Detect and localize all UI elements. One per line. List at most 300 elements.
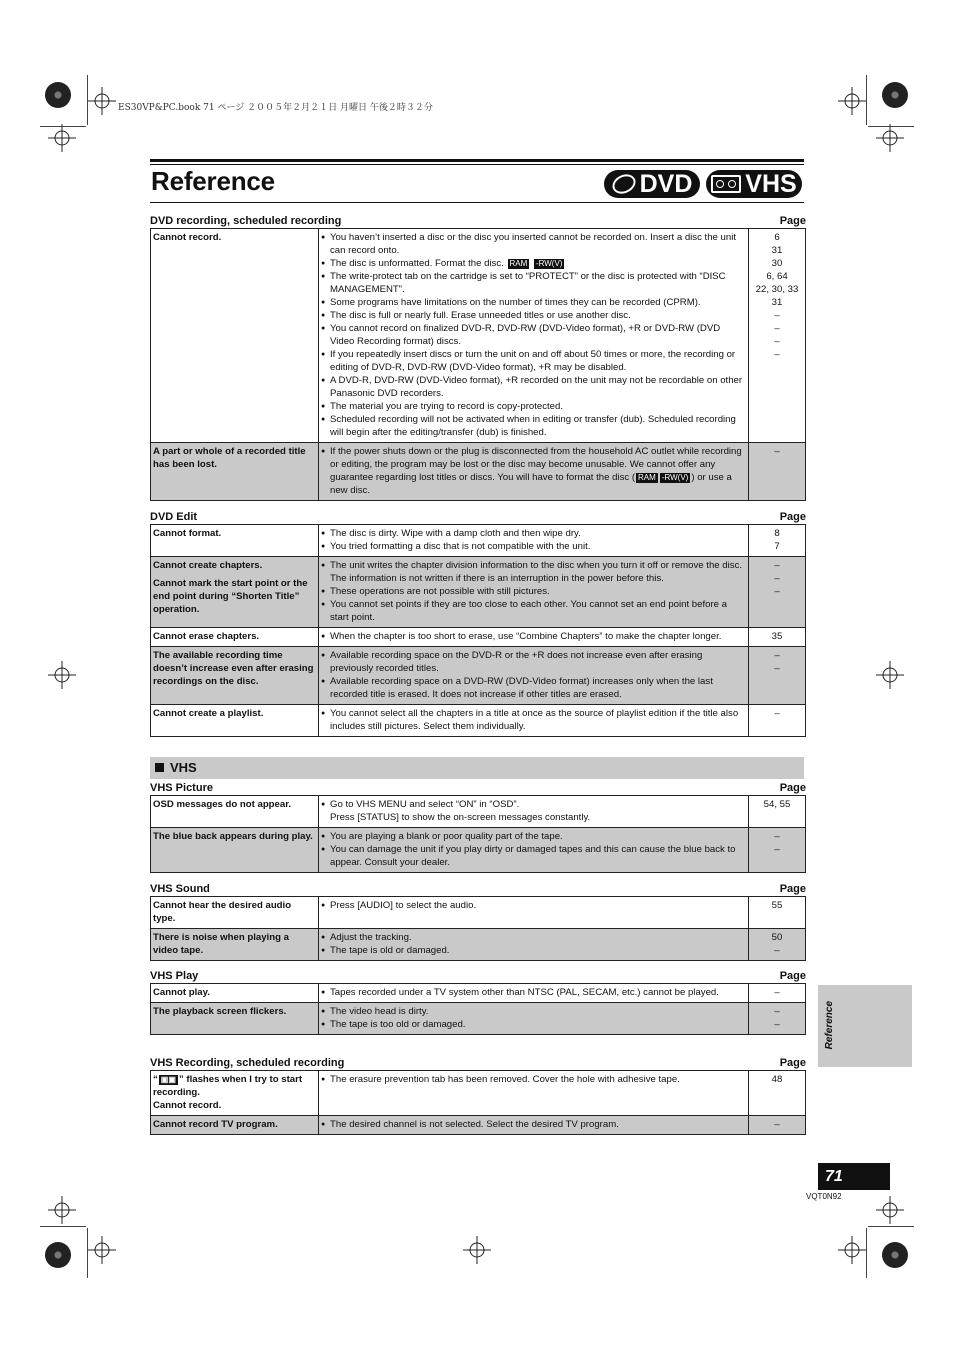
bullet-icon: ● [321, 633, 326, 640]
bullet-icon: ● [321, 351, 326, 358]
problem-cell [151, 796, 319, 828]
solution-text [330, 257, 565, 270]
solution-body: The desired channel is not selected. Select the desired TV program. [330, 1119, 619, 1130]
registration-mark-icon [882, 82, 908, 108]
solution-item [321, 1018, 746, 1031]
problem-text [153, 649, 316, 688]
table-row [151, 1071, 806, 1116]
solution-item [321, 1005, 746, 1018]
page-cell [749, 984, 806, 1003]
page-ref: – [774, 336, 780, 347]
problem-text [153, 231, 316, 244]
solution-item [321, 413, 746, 439]
page-cell [749, 929, 806, 961]
problem-label: Cannot create a playlist. [153, 708, 264, 719]
section-vhs-play [150, 969, 806, 1035]
disc-type-badge: RAM [638, 473, 656, 482]
problem-cell [151, 929, 319, 961]
solution-item [321, 830, 746, 843]
section-title: VHS Recording, scheduled recording [150, 1057, 345, 1069]
section-title: VHS Sound [150, 883, 210, 895]
problem-text [153, 931, 316, 957]
table-row [151, 443, 806, 501]
solution-item [321, 348, 746, 374]
solution-item [321, 598, 746, 624]
problem-cell [151, 647, 319, 705]
solution-text [330, 296, 701, 309]
solution-text [330, 1005, 428, 1018]
bullet-icon: ● [321, 801, 326, 808]
page-ref: – [774, 349, 780, 360]
bullet-icon: ● [321, 652, 326, 659]
page-cell [749, 705, 806, 737]
registration-mark-icon [882, 1242, 908, 1268]
problem-label: Cannot create chapters. [153, 560, 263, 571]
solution-item [321, 540, 746, 553]
solution-item [321, 649, 746, 675]
table-row [151, 1003, 806, 1035]
bullet-icon: ● [321, 601, 326, 608]
troubleshooting-table [150, 795, 806, 873]
solution-text [330, 843, 746, 869]
table-row [151, 628, 806, 647]
solution-text [330, 1018, 465, 1031]
solution-cell [319, 443, 749, 501]
solution-cell [319, 796, 749, 828]
solution-cell [319, 828, 749, 873]
page-ref: – [774, 1006, 780, 1017]
page-ref: – [774, 446, 780, 457]
page-ref: – [774, 560, 780, 571]
disc-icon [609, 171, 638, 197]
section-header [150, 969, 806, 983]
page-ref: – [774, 323, 780, 334]
problem-cell [151, 897, 319, 929]
bullet-icon: ● [321, 299, 326, 306]
page-cell [749, 557, 806, 628]
crosshair-icon [88, 1236, 116, 1264]
problem-label: Cannot record. [153, 232, 222, 243]
solution-text [330, 986, 719, 999]
page-ref: 22, 30, 33 [755, 284, 799, 295]
solution-item [321, 231, 746, 257]
troubleshooting-table [150, 228, 806, 501]
page-ref: 35 [771, 631, 783, 642]
section-header [150, 510, 806, 524]
solution-body: The tape is old or damaged. [330, 945, 450, 956]
page-ref: – [774, 310, 780, 321]
page-column-label: Page [779, 215, 806, 227]
bullet-icon: ● [321, 312, 326, 319]
crosshair-icon [48, 661, 76, 689]
table-row [151, 705, 806, 737]
problem-label: Cannot format. [153, 528, 222, 539]
solution-text [330, 630, 721, 643]
page-title: Reference [151, 166, 275, 196]
solution-text [330, 374, 746, 400]
solution-body: Press [AUDIO] to select the audio. [330, 900, 477, 911]
solution-cell [319, 1116, 749, 1135]
table-row [151, 647, 806, 705]
solution-text [330, 309, 631, 322]
problem-cell [151, 984, 319, 1003]
problem-text [153, 830, 316, 843]
page-cell [749, 525, 806, 557]
bullet-icon: ● [321, 448, 326, 455]
solution-text [330, 348, 746, 374]
page-cell [749, 1071, 806, 1116]
solution-body: Available recording space on a DVD-RW (DVD-Video format) increases only when the last recorded title is erased. It does not increase if other titles are erased. [330, 676, 713, 700]
problem-label: The available recording time doesn’t increase even after erasing recordings on the disc. [153, 650, 314, 687]
tape-icon: ▣▣ [160, 1075, 176, 1084]
solution-body: Scheduled recording will not be activated when in editing or transfer (dub). Scheduled recording will begin after the editing/transfer (dub) is finished. [330, 414, 736, 438]
solution-item [321, 798, 746, 824]
solution-body: A DVD-R, DVD-RW (DVD-Video format), +R recorded on the unit may not be recordable on other Panasonic DVD recorders. [330, 375, 743, 399]
solution-item [321, 585, 746, 598]
square-bullet-icon [155, 763, 164, 772]
solution-item [321, 296, 746, 309]
problem-cell [151, 229, 319, 443]
solution-item [321, 257, 746, 270]
bullet-icon: ● [321, 846, 326, 853]
solution-cell [319, 897, 749, 929]
page-column-label: Page [779, 782, 806, 794]
problem-label: There is noise when playing a video tape. [153, 932, 289, 956]
solution-cell [319, 1071, 749, 1116]
page-ref: – [774, 586, 780, 597]
dvd-badge: DVD [604, 170, 700, 198]
bullet-icon: ● [321, 588, 326, 595]
table-row [151, 796, 806, 828]
solution-item [321, 374, 746, 400]
disc-type-badge: -RW(V) [661, 473, 689, 482]
solution-text [330, 830, 563, 843]
solution-item [321, 322, 746, 348]
bullet-icon: ● [321, 833, 326, 840]
solution-cell [319, 229, 749, 443]
solution-continuation: Press [STATUS] to show the on-screen messages constantly. [330, 812, 591, 823]
bullet-icon: ● [321, 416, 326, 423]
solution-body: You are playing a blank or poor quality part of the tape. [330, 831, 563, 842]
disc-type-badge: -RW(V) [535, 259, 563, 268]
troubleshooting-table [150, 1070, 806, 1135]
bullet-icon: ● [321, 678, 326, 685]
section-title: DVD Edit [150, 511, 198, 523]
bullet-icon: ● [321, 325, 326, 332]
page-ref: 48 [771, 1074, 783, 1085]
solution-text [330, 400, 563, 413]
solution-item [321, 630, 746, 643]
solution-item [321, 675, 746, 701]
bullet-icon: ● [321, 1076, 326, 1083]
problem-label: Cannot hear the desired audio type. [153, 900, 292, 924]
problem-text [153, 445, 316, 471]
page-cell [749, 828, 806, 873]
section-header [150, 882, 806, 896]
table-row [151, 1116, 806, 1135]
solution-cell [319, 525, 749, 557]
problem-label: The playback screen flickers. [153, 1006, 287, 1017]
page-ref: – [774, 945, 780, 956]
problem-label: OSD messages do not appear. [153, 799, 292, 810]
table-row [151, 557, 806, 628]
section-header [150, 214, 806, 228]
solution-text [330, 322, 746, 348]
page-number: 71 [818, 1163, 890, 1190]
solution-text [330, 527, 581, 540]
page-ref: 6, 64 [766, 271, 788, 282]
problem-cell [151, 1071, 319, 1116]
solution-text [330, 899, 476, 912]
page-cell [749, 796, 806, 828]
problem-text [153, 527, 316, 540]
solution-cell [319, 628, 749, 647]
problem-text [153, 798, 316, 811]
problem-label: Cannot erase chapters. [153, 631, 260, 642]
solution-body: You can damage the unit if you play dirty or damaged tapes and this can cause the blue back to appear. Consult your dealer. [330, 844, 736, 868]
bullet-icon: ● [321, 1008, 326, 1015]
solution-item [321, 445, 746, 497]
solution-item [321, 559, 746, 585]
registration-mark-icon [45, 1242, 71, 1268]
solution-text [330, 675, 746, 701]
crosshair-icon [876, 124, 904, 152]
solution-body: The disc is full or nearly full. Erase unneeded titles or use another disc. [330, 310, 631, 321]
solution-item [321, 1073, 746, 1086]
table-row [151, 828, 806, 873]
vhs-badge: VHS [706, 170, 802, 198]
table-row [151, 229, 806, 443]
page-ref: 6 [774, 232, 780, 243]
page-column-label: Page [779, 511, 806, 523]
solution-item [321, 400, 746, 413]
problem-cell [151, 1116, 319, 1135]
solution-body: Tapes recorded under a TV system other than NTSC (PAL, SECAM, etc.) cannot be played. [330, 987, 719, 998]
crosshair-icon [463, 1236, 491, 1264]
solution-text [330, 413, 746, 439]
solution-text [330, 1073, 680, 1086]
solution-item [321, 309, 746, 322]
solution-body: You cannot set points if they are too close to each other. You cannot set an end point before a start point. [330, 599, 728, 623]
problem-cell [151, 705, 319, 737]
bullet-icon: ● [321, 530, 326, 537]
page-ref: – [774, 1119, 780, 1130]
model-code: VQT0N92 [806, 1192, 842, 1201]
problem-text [153, 986, 316, 999]
side-tab [818, 985, 912, 1067]
bullet-icon: ● [321, 1021, 326, 1028]
troubleshooting-table [150, 983, 806, 1035]
section-vhs-picture [150, 781, 806, 873]
page-ref: 8 [774, 528, 780, 539]
tape-icon [711, 175, 741, 193]
table-row [151, 525, 806, 557]
solution-cell [319, 929, 749, 961]
crosshair-icon [876, 1196, 904, 1224]
section-vhs-recording [150, 1056, 806, 1135]
solution-item [321, 944, 746, 957]
vhs-heading: VHS [150, 757, 804, 779]
problem-cell [151, 828, 319, 873]
problem-label: The blue back appears during play. [153, 831, 313, 842]
page-ref: – [774, 1019, 780, 1030]
page-column-label: Page [779, 883, 806, 895]
solution-body: Adjust the tracking. [330, 932, 412, 943]
page-cell [749, 1003, 806, 1035]
solution-item [321, 899, 746, 912]
solution-body: The unit writes the chapter division information to the disc when you turn it off or remove the disc. The information is not written if there is an interruption in the power before this. [330, 560, 743, 584]
section-vhs-sound [150, 882, 806, 961]
problem-cell [151, 443, 319, 501]
solution-body: You tried formatting a disc that is not compatible with the unit. [330, 541, 591, 552]
solution-text [330, 707, 746, 733]
troubleshooting-table [150, 896, 806, 961]
problem-label: Cannot record TV program. [153, 1119, 278, 1130]
page-cell [749, 647, 806, 705]
section-dvd-edit [150, 510, 806, 737]
solution-item [321, 843, 746, 869]
section-header [150, 1056, 806, 1070]
solution-item [321, 931, 746, 944]
page-cell [749, 229, 806, 443]
problem-text [153, 1073, 316, 1099]
section-title: VHS Picture [150, 782, 213, 794]
problem-text [153, 1005, 316, 1018]
problem-text [153, 899, 316, 925]
bullet-icon: ● [321, 989, 326, 996]
solution-body: The video head is dirty. [330, 1006, 429, 1017]
section-title: DVD recording, scheduled recording [150, 215, 342, 227]
bullet-icon: ● [321, 543, 326, 550]
table-row [151, 897, 806, 929]
page-ref: 55 [771, 900, 783, 911]
table-row [151, 929, 806, 961]
solution-text [330, 931, 412, 944]
solution-body: If the power shuts down or the plug is disconnected from the household AC outlet while recording or editing, the program may be lost or the disc may become unusable. We cannot offer any guarantee regarding lost titles or discs. You will have to format the disc ( [330, 446, 742, 483]
page-ref: – [774, 844, 780, 855]
problem-label: Cannot play. [153, 987, 210, 998]
problem-cell [151, 525, 319, 557]
page-ref: 50 [771, 932, 783, 943]
crosshair-icon [838, 1236, 866, 1264]
solution-body: The disc is dirty. Wipe with a damp cloth and then wipe dry. [330, 528, 581, 539]
solution-item [321, 707, 746, 733]
solution-text [330, 270, 746, 296]
problem-label: A part or whole of a recorded title has been lost. [153, 446, 306, 470]
solution-body: You cannot select all the chapters in a title at once as the source of playlist edition if the title also includes still pictures. Select them individually. [330, 708, 739, 732]
crosshair-icon [876, 661, 904, 689]
solution-text [330, 231, 746, 257]
page-ref: – [774, 987, 780, 998]
solution-tail: ) or use a new disc. [330, 472, 732, 496]
problem-text: Cannot record. [153, 1100, 222, 1111]
problem-text [153, 630, 316, 643]
page-column-label: Page [779, 1057, 806, 1069]
solution-body: Available recording space on the DVD-R or the +R does not increase even after erasing previously recorded titles. [330, 650, 703, 674]
page-cell [749, 443, 806, 501]
page-ref: – [774, 573, 780, 584]
solution-body: If you repeatedly insert discs or turn the unit on and off about 50 times or more, the recording or editing of DVD-R, DVD-RW (DVD-Video format), +R may be disabled. [330, 349, 736, 373]
page-cell [749, 897, 806, 929]
solution-text [330, 798, 590, 824]
problem-label: ” flashes when I try to start recording. [153, 1074, 303, 1098]
problem-text [153, 559, 316, 572]
solution-body: When the chapter is too short to erase, use “Combine Chapters” to make the chapter longer. [330, 631, 722, 642]
solution-cell [319, 647, 749, 705]
problem-text [153, 707, 316, 720]
solution-text [330, 540, 590, 553]
solution-body: You haven’t inserted a disc or the disc you inserted cannot be recorded on. Insert a disc the unit can record onto. [330, 232, 737, 256]
solution-body: You cannot record on finalized DVD-R, DVD-RW (DVD-Video format), +R or DVD-RW (DVD Video Recording format) discs. [330, 323, 721, 347]
solution-body: The disc is unformatted. Format the disc. [330, 258, 504, 269]
page-ref: – [774, 650, 780, 661]
solution-item [321, 986, 746, 999]
section-title: VHS Play [150, 970, 199, 982]
solution-text [330, 585, 550, 598]
disc-type-badge: RAM [509, 259, 528, 268]
crosshair-icon [48, 124, 76, 152]
solution-text [330, 445, 746, 497]
crosshair-icon [48, 1196, 76, 1224]
bullet-icon: ● [321, 234, 326, 241]
bullet-icon: ● [321, 562, 326, 569]
troubleshooting-table [150, 524, 806, 737]
crosshair-icon [838, 87, 866, 115]
bullet-icon: ● [321, 1121, 326, 1128]
solution-cell [319, 1003, 749, 1035]
solution-cell [319, 705, 749, 737]
section-dvd-recording [150, 214, 806, 501]
problem-cell [151, 1003, 319, 1035]
page-ref: 30 [771, 258, 783, 269]
problem-prefix: “ [153, 1074, 158, 1085]
bullet-icon: ● [321, 260, 326, 267]
solution-item [321, 1118, 746, 1131]
bullet-icon: ● [321, 902, 326, 909]
solution-body: The erasure prevention tab has been removed. Cover the hole with adhesive tape. [330, 1074, 680, 1085]
bullet-icon: ● [321, 377, 326, 384]
page-column-label: Page [779, 970, 806, 982]
solution-body: These operations are not possible with still pictures. [330, 586, 550, 597]
solution-text [330, 559, 746, 585]
registration-mark-icon [45, 82, 71, 108]
solution-item [321, 527, 746, 540]
print-metadata: ES30VP&PC.book 71 ページ ２００５年２月２１日 月曜日 午後２時３２分 [118, 103, 433, 113]
side-tab-label: Reference [824, 1001, 835, 1050]
solution-text [330, 944, 449, 957]
solution-body: Go to VHS MENU and select “ON” in “OSD”. [330, 799, 520, 810]
solution-body: The tape is too old or damaged. [330, 1019, 466, 1030]
page-cell [749, 628, 806, 647]
section-header [150, 781, 806, 795]
bullet-icon: ● [321, 947, 326, 954]
solution-cell [319, 557, 749, 628]
bullet-icon: ● [321, 710, 326, 717]
page-ref: 31 [771, 245, 783, 256]
solution-body: The write-protect tab on the cartridge is set to “PROTECT” or the disc is protected with “DISC MANAGEMENT”. [330, 271, 726, 295]
page-ref: – [774, 663, 780, 674]
solution-body: The material you are trying to record is copy-protected. [330, 401, 564, 412]
solution-body: Some programs have limitations on the number of times they can be recorded (CPRM). [330, 297, 701, 308]
bullet-icon: ● [321, 273, 326, 280]
page-ref: 7 [774, 541, 780, 552]
table-row [151, 984, 806, 1003]
bullet-icon: ● [321, 403, 326, 410]
solution-text [330, 598, 746, 624]
problem-text [153, 1118, 316, 1131]
page-ref: 31 [771, 297, 783, 308]
problem-cell [151, 628, 319, 647]
